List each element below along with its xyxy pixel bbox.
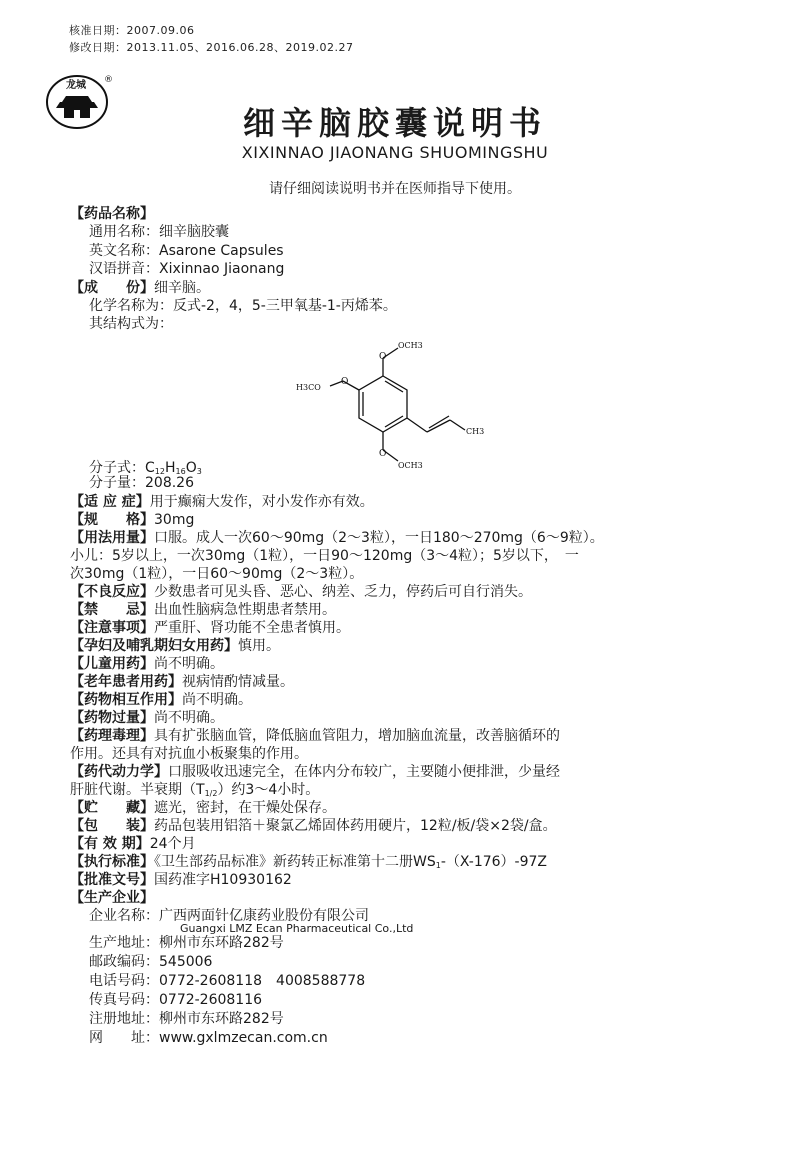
- pinyin-name: 汉语拼音：Xixinnao Jiaonang: [89, 261, 285, 277]
- elderly-section: [70, 674, 294, 691]
- contraindications-value: 出血性脑病急性期患者禁用。: [154, 602, 336, 618]
- structural-formula: [290, 328, 500, 478]
- half-life-subscript: 1/2: [204, 789, 218, 798]
- registered-mark: ®: [104, 75, 113, 85]
- english-name: 英文名称：Asarone Capsules: [89, 243, 284, 259]
- contraindications-section: [70, 602, 336, 619]
- registered-address: 注册地址：柳州市东环路282号: [89, 1011, 284, 1027]
- spec-value: 30mg: [154, 512, 195, 528]
- elderly-value: 视病情酌情减量。: [182, 674, 294, 690]
- interactions-value: 尚不明确。: [182, 692, 252, 708]
- overdose-label: 【药物过量】: [70, 710, 154, 726]
- postal-code: 邮政编码：545006: [89, 954, 213, 970]
- dosage-line3: 次30mg（1粒），一日60～90mg（2～3粒）。: [70, 566, 364, 582]
- standard-label: 【执行标准】: [70, 854, 154, 870]
- overdose-section: [70, 710, 224, 727]
- pregnancy-section: [70, 638, 280, 655]
- package-section: [70, 818, 557, 835]
- pharmacokinetics-line2: [70, 782, 319, 802]
- title-pinyin: XIXINNAO JIAONANG SHUOMINGSHU: [241, 143, 549, 162]
- formula-h: H: [164, 460, 176, 476]
- website: 网 址：www.gxlmzecan.com.cn: [89, 1030, 328, 1046]
- manufacturer-label: 【生产企业】: [70, 890, 154, 906]
- interactions-label: 【药物相互作用】: [70, 692, 182, 708]
- spec-label: 【规 格】: [70, 512, 154, 528]
- approval-section: [70, 872, 292, 889]
- standard-value-a: 《卫生部药品标准》新药转正标准第十二册WS: [154, 854, 436, 870]
- pregnancy-value: 慎用。: [238, 638, 280, 654]
- structure-och3-top: OCH3: [398, 341, 423, 350]
- pharmacokinetics-label: 【药代动力学】: [70, 764, 168, 780]
- formula-h-count: 16: [175, 467, 186, 476]
- contraindications-label: 【禁 忌】: [70, 602, 154, 618]
- standard-section: [70, 854, 547, 874]
- pregnancy-label: 【孕妇及哺乳期妇女用药】: [70, 638, 238, 654]
- svg-text:O: O: [341, 377, 349, 387]
- formula-o-count: 3: [196, 467, 202, 476]
- pharmacokinetics-line2b: ）约3～4小时。: [217, 782, 320, 798]
- formula-o: O: [185, 460, 197, 476]
- adverse-section: [70, 584, 532, 601]
- page-title: 细辛脑胶囊说明书: [242, 104, 547, 142]
- common-name: 通用名称：细辛脑胶囊: [89, 224, 229, 240]
- fax-number: 传真号码：0772-2608116: [89, 992, 263, 1008]
- children-label: 【儿童用药】: [70, 656, 154, 672]
- drug-name-label: 【药品名称】: [70, 206, 154, 222]
- approval-label: 【批准文号】: [70, 872, 154, 888]
- dosage-label: 【用法用量】: [70, 530, 154, 546]
- revision-dates: 修改日期：2013.11.05、2016.06.28、2019.02.27: [69, 41, 354, 54]
- indications-value: 用于癫痫大发作，对小发作亦有效。: [149, 494, 374, 510]
- ingredients-label: 【成 份】: [70, 280, 154, 296]
- production-address: 生产地址：柳州市东环路282号: [89, 935, 284, 951]
- package-value: 药品包装用铝箔＋聚氯乙烯固体药用硬片，12粒/板/袋×2袋/盒。: [154, 818, 557, 834]
- children-value: 尚不明确。: [154, 656, 224, 672]
- ingredients-value: 细辛脑。: [154, 280, 210, 296]
- indications-label: 【适 应 症】: [70, 494, 150, 510]
- pharmacokinetics-line2a: 肝脏代谢。半衰期（T: [70, 782, 205, 798]
- company-name: 企业名称：广西两面针亿康药业股份有限公司: [89, 908, 369, 924]
- pharmacokinetics-section: [70, 764, 560, 781]
- storage-value: 遮光，密封，在干燥处保存。: [154, 800, 336, 816]
- svg-text:O: O: [379, 352, 387, 362]
- structure-ch3: CH3: [466, 427, 485, 436]
- pharmacokinetics-line1: 口服吸收迅速完全，在体内分布较广，主要随小便排泄，少量经: [168, 764, 560, 780]
- pharmacology-line1: 具有扩张脑血管，降低脑血管阻力，增加脑血流量，改善脑循环的: [154, 728, 560, 744]
- precautions-label: 【注意事项】: [70, 620, 154, 636]
- indications-section: [70, 494, 374, 511]
- standard-value-b: -（X-176）-97Z: [440, 854, 548, 870]
- formula-c-count: 12: [154, 467, 165, 476]
- approval-date: 核准日期：2007.09.06: [69, 24, 195, 37]
- phone-number: 电话号码：0772-2608118 4008588778: [89, 973, 366, 989]
- reading-notice: 请仔细阅读说明书并在医师指导下使用。: [269, 181, 521, 197]
- storage-label: 【贮 藏】: [70, 800, 154, 816]
- dosage-line1: 口服。成人一次60～90mg（2～3粒），一日180～270mg（6～9粒）。: [154, 530, 604, 546]
- company-name-en: Guangxi LMZ Ecan Pharmaceutical Co.,Ltd: [180, 922, 414, 935]
- precautions-section: [70, 620, 350, 637]
- formula-prefix: 分子式：C: [89, 460, 155, 476]
- svg-text:O: O: [379, 449, 387, 459]
- standard-subscript: 1: [435, 861, 441, 870]
- chemical-name: 化学名称为：反式-2，4，5-三甲氧基-1-丙烯苯。: [89, 298, 397, 314]
- children-section: [70, 656, 224, 673]
- pharmacology-label: 【药理毒理】: [70, 728, 154, 744]
- adverse-value: 少数患者可见头昏、恶心、纳差、乏力，停药后可自行消失。: [154, 584, 532, 600]
- storage-section: [70, 800, 336, 817]
- approval-value: 国药准字H10930162: [154, 872, 292, 888]
- structure-och3-bottom: OCH3: [398, 461, 423, 470]
- validity-value: 24个月: [149, 836, 196, 852]
- package-label: 【包 装】: [70, 818, 154, 834]
- adverse-label: 【不良反应】: [70, 584, 154, 600]
- structure-label: 其结构式为：: [89, 316, 173, 332]
- validity-label: 【有 效 期】: [70, 836, 150, 852]
- elderly-label: 【老年患者用药】: [70, 674, 182, 690]
- spec-section: [70, 512, 194, 529]
- ingredients-section: [70, 280, 210, 297]
- pharmacology-line2: 作用。还具有对抗血小板聚集的作用。: [70, 746, 308, 762]
- interactions-section: [70, 692, 252, 709]
- overdose-value: 尚不明确。: [154, 710, 224, 726]
- molecular-weight: 分子量：208.26: [89, 475, 194, 491]
- dosage-section: [70, 530, 604, 547]
- structure-h3co: H3CO: [296, 383, 321, 392]
- pharmacology-section: [70, 728, 560, 745]
- precautions-value: 严重肝、肾功能不全患者慎用。: [154, 620, 350, 636]
- validity-section: [70, 836, 196, 853]
- dosage-line2: 小儿：5岁以上，一次30mg（1粒），一日90～120mg（3～4粒）；5岁以下， 一: [70, 548, 579, 564]
- logo-text: 龙城: [66, 80, 86, 91]
